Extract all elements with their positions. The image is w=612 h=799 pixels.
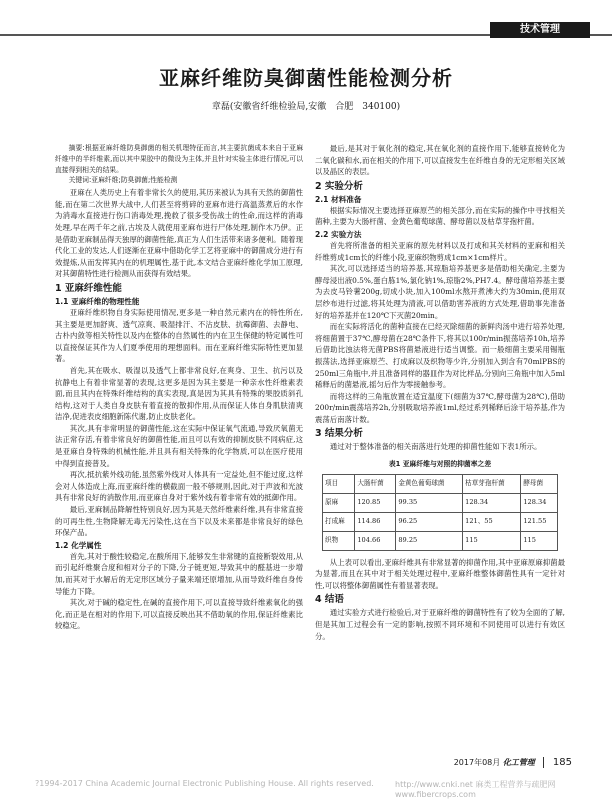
table-cell: 织物 — [323, 531, 355, 550]
table-caption: 表1 亚麻纤维与对照的抑菌率之差 — [388, 460, 492, 469]
paragraph: 首先将所准备的相关亚麻的原先材料以及打成和其关材料的亚麻和相关纤维剪成1cm长的纤维小段,亚麻织物剪成1cm×1cm样片。 — [315, 240, 565, 262]
footer-divider — [543, 757, 544, 768]
table-header-cell: 金黄色葡萄球菌 — [396, 474, 463, 493]
copyright-notice: ?1994-2017 China Academic Journal Electronic Publishing House. All rights reserved. — [35, 779, 374, 788]
section-tag: 技术管理 — [490, 22, 590, 38]
table-row — [323, 512, 558, 531]
magazine-name: 化工管理 — [502, 758, 535, 767]
section-4-heading: 4 结语 — [315, 594, 344, 606]
table-cell: 打成麻 — [323, 512, 355, 531]
keywords: 关键词:亚麻纤维;防臭御菌;性能检测 — [68, 176, 178, 185]
issue-date: 2017年08月 — [453, 758, 501, 767]
paragraph: 最后,亚麻制品降解性特别良好,因为其是天然纤维素纤维,具有非常直接的可再生性,生物降解无毒无污染性,这在当下以及未来都是非常良好的绿色环保产品。 — [55, 505, 303, 538]
table-header-cell: 大肠杆菌 — [355, 474, 396, 493]
table-cell: 128.34 — [463, 493, 521, 512]
author-line: 章磊(安徽省纤维检验局,安徽 合肥 340100) — [211, 102, 401, 112]
section-3-heading: 3 结果分析 — [315, 428, 363, 440]
paragraph: 通过实验方式进行检验后,对于亚麻纤维的御菌特性有了较为全面的了解,但是其加工过程会有一定的影响,按照不同环境和不同使用可以进行有效区分。 — [315, 608, 565, 641]
paragraph: 首先,其在吸水、吸湿以及透气上都非常良好,在爽身、卫生、抗污以及抗静电上有着非常显著的表现,这更多是因为其主要是一种亲水性纤维素表面,而且其内在特殊纤维结构的真实表现,真是因为其具有特殊的果胶质斜孔结构,这对于人类自身皮肤有着直接的散抑作用,从而保证人体自身肌肤清爽洁净,促进表皮细胞新陈代谢,防止皮肤老化。 — [55, 365, 303, 422]
table-cell: 121.55 — [521, 512, 558, 531]
table-cell: 96.25 — [396, 512, 463, 531]
paragraph: 而在实际将活化的菌种直接在已经灭除细菌的新鲜肉汤中进行培养处理,将细菌置于37℃,酵母菌在28℃条件下,将其以100r/min振荡培养10h,培养后借助比浊法将无菌PBS将菌悬液进行适当调整。而一般细菌主要采用锡瓶振荡法,选择亚麻原苎、打成麻以及织物等少许,分别加入到含有70mlPBS的250ml三角瓶中,并且准备同样的器皿作为对比样品,分别向三角瓶中加入5ml稀释后的菌悬液,摇匀后作为零接触参考。 — [315, 322, 565, 390]
paragraph: 其次,对于碱的稳定性,在碱的直接作用下,可以直接导致纤维素氧化的强化,而正是在相对的作用下,可以直接反映出其不借助氧的作用,保证纤维素比较稳定。 — [55, 598, 303, 631]
section-2-heading: 2 实验分析 — [315, 180, 363, 192]
table-cell: 89.25 — [396, 531, 463, 550]
table-cell: 原麻 — [323, 493, 355, 512]
paragraph: 根据实际情况主要选择亚麻原苎的相关部分,而在实际的操作中寻找相关菌种,主要为大肠杆菌、金黄色葡萄球菌、酵母菌以及枯草芽孢杆菌。 — [315, 205, 565, 227]
results-table — [322, 474, 558, 551]
table-cell: 115 — [463, 531, 521, 550]
paragraph: 其次,具有非常明显的御菌性能,这在实际中保证氧气流通,导致厌氧菌无法正常存活,有着非常良好的御菌性能,而且可以有效的抑制皮肤不同病症,这是亚麻自身特殊的机械性能,并且具有相关特殊的化学物质,可以在医疗使用中得到直接普及。 — [55, 423, 303, 468]
table-row — [323, 493, 558, 512]
paragraph: 从上表可以看出,亚麻纤维具有非常显著的抑菌作用,其中亚麻原麻抑菌最为显著,而且在其中对于相关处理过程中,亚麻纤维整体御菌性具有一定针对性,可以将整体御菌属性有着显著表现。 — [315, 557, 565, 590]
section-1-heading: 1 亚麻纤维性能 — [55, 282, 122, 294]
section-1-2-heading: 1.2 化学属性 — [55, 540, 102, 550]
table-header-cell: 酵母菌 — [521, 474, 558, 493]
section-1-1-heading: 1.1 亚麻纤维的物理性能 — [55, 296, 140, 306]
page-number: 185 — [552, 757, 572, 768]
section-2-1-heading: 2.1 材料准备 — [315, 194, 362, 204]
paragraph: 通过对于整体准备的相关南落进行处理的抑菌性能如下表1所示。 — [329, 442, 542, 452]
page-footer — [454, 757, 572, 768]
section-2-2-heading: 2.2 实验方法 — [315, 229, 362, 239]
table-cell: 120.85 — [355, 493, 396, 512]
table-cell: 99.35 — [396, 493, 463, 512]
table-row — [323, 531, 558, 550]
table-cell: 114.86 — [355, 512, 396, 531]
paragraph: 亚麻纤维织物自身实际使用情况,更多是一种自然元素内在的特性所在,其主要是更加舒爽、透气凉爽、吸湿排汗、不沾皮肤、抗霉御菌、去静电、古朴内敛等相关特性以及内在整体的自然属性的内在卫生保健的特定属性可以直接保证其作为人们夏季使用的理想面料。而在亚麻纤维实际特性更加显著。 — [55, 307, 303, 364]
paragraph: 最后,是其对于氧化剂的稳定,其在氧化剂的直接作用下,能够直接转化为二氧化碳和水,而在相关的作用下,可以直接发生在纤维自身的无定形相关区域以及晶区的表层。 — [315, 144, 565, 177]
watermark: http://www.cnki.net 麻类工程营养与疏肥网 www.fibercrops.com — [395, 780, 556, 799]
article-title: 亚麻纤维防臭御菌性能检测分析 — [159, 66, 453, 90]
paragraph: 其次,可以选择适当的培养基,其琼脂培养基更多是借助相关确定,主要为酵母浸出液0.5%,蛋白胨1%,氯化钠1%,琼脂2%,PH7.4。酵母菌培养基主要为去皮马铃薯200g,切成小块,加入100ml水熬开煮沸大约为30min,使用双层纱布进行过滤,将其处理为清液,可以借助害养液的方式处理,借助事先准备好的培养基并在120℃下灭菌20min。 — [315, 264, 565, 320]
abstract: 摘要:根据亚麻纤维防臭御菌的相关机理特征而言,其主要抗菌成本来自于亚麻纤维中的半纤维素,而以其中果胶中的微设为主体,并且针对实验主体进行情况,可以直接得到相关的结果。 — [55, 144, 303, 174]
table-cell: 104.66 — [355, 531, 396, 550]
left-column — [55, 143, 303, 632]
intro-paragraph: 亚麻在人类历史上有着非常长久的使用,其历来被认为具有天然的御菌性能,而在第二次世界大战中,人们甚至将剪碎的亚麻布进行高温蒸煮后的水作为消毒水直接进行伤口消毒处理,挽救了很多受伤战士的性命,而这样的消毒处理,早在两千年之前,古埃及人就使用亚麻布进行尸体处理,制作木乃伊。正是借助亚麻制品得天独厚的御菌性能,真正为人们生活带来诸多便利。随着现代化工业的发达,人们逐渐在亚麻中借助化学工艺将亚麻中的御菌成分进行有效提炼,从而发挥其内在的机理属性,基于此,本文结合亚麻纤维化学加工原理,对其御菌特性进行检测从而获得有效结果。 — [55, 188, 303, 279]
paragraph: 首先,其对于酸性较稳定,在酸所用下,能够发生非常键的直接断裂效用,从而引起纤维聚合度和相对分子的下降,分子链更短,导致其中的醛基进一步增加,而其对于水解后的无定形区域分子量来端还原增加,从而导致纤维自身传导能力下降。 — [55, 551, 303, 596]
paragraph: 再次,抵抗紫外线功能,虽然紫外线对人体具有一定益处,但不能过度,这样会对人体造成上海,而亚麻纤维的横截面一般不够规则,因此,对于声波和光波具有非常良好的消散作用,而亚麻自身对于紫外线有着非常有效的抵御作用。 — [55, 470, 303, 503]
table-header-cell: 枯草芽孢杆菌 — [463, 474, 521, 493]
table-cell: 121、55 — [463, 512, 521, 531]
paragraph: 而将这样的三角瓶放置在适宜温度下(细菌为37℃,酵母菌为28℃),借助200r/min震荡培养2h,分别吸取培养液1ml,经过系列稀释后涂干培养基,作为震荡后南落计数。 — [315, 391, 565, 424]
table-header-cell: 项目 — [323, 474, 355, 493]
table-cell: 115 — [521, 531, 558, 550]
table-header-row — [323, 474, 558, 493]
right-column — [315, 143, 565, 642]
table-cell: 128.34 — [521, 493, 558, 512]
